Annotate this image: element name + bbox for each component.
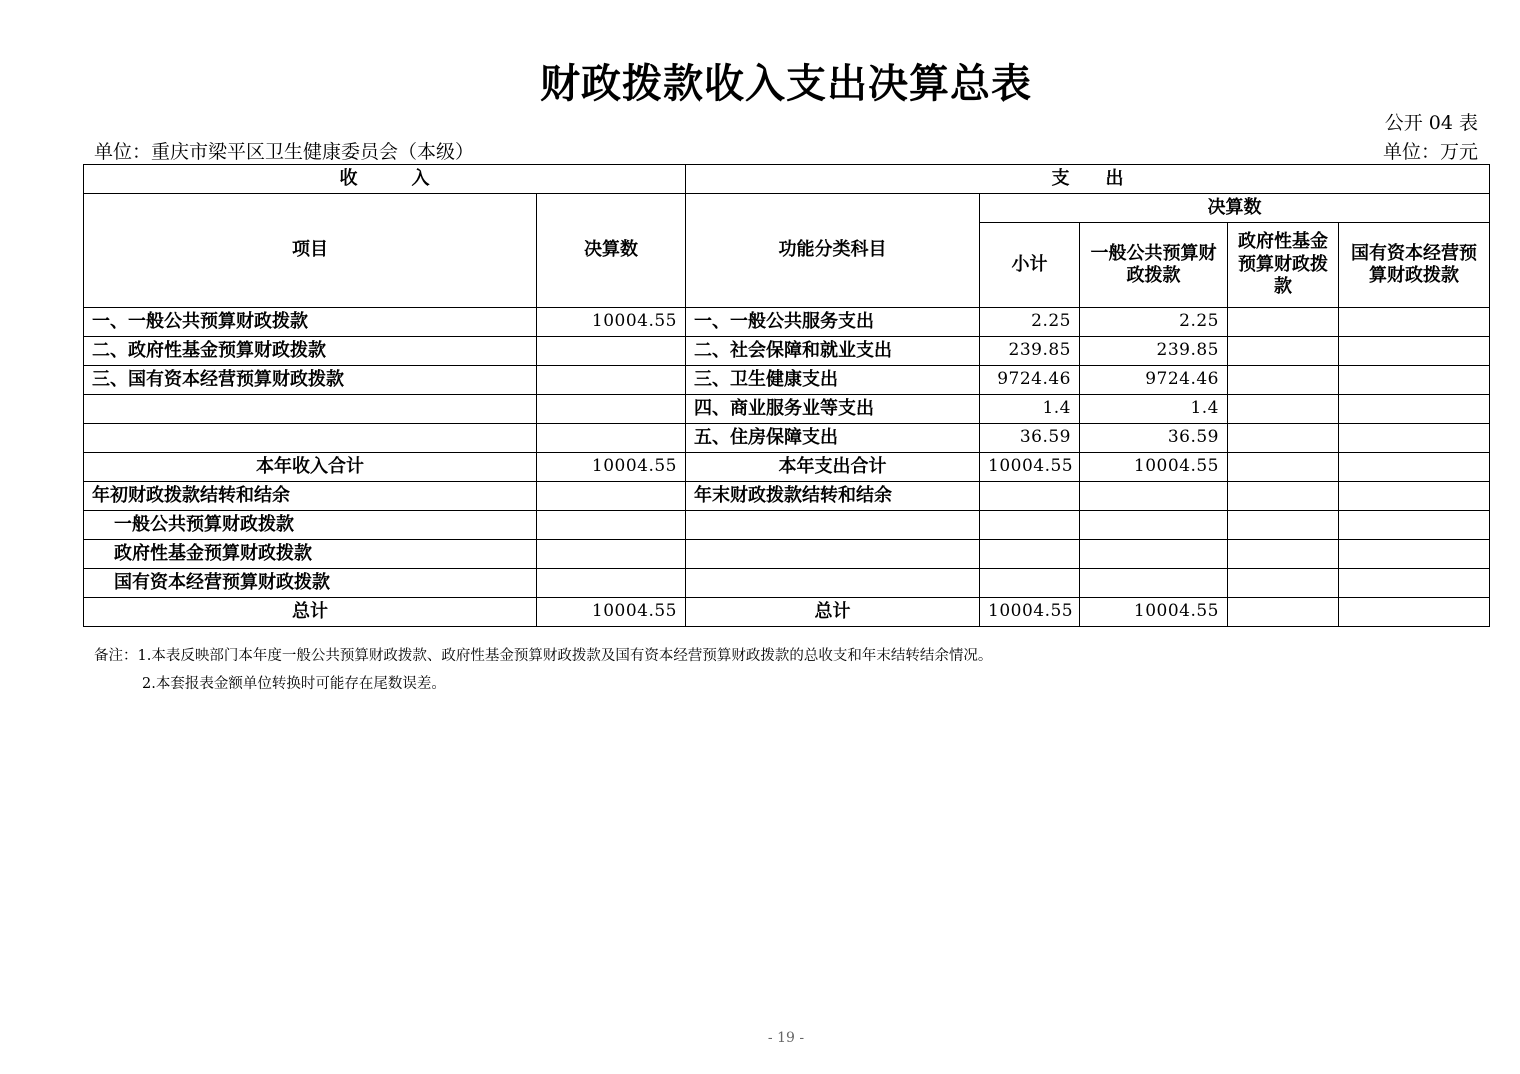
income-item: 政府性基金预算财政拨款 bbox=[84, 540, 537, 569]
expense-subtotal: 239.85 bbox=[980, 337, 1080, 366]
income-item bbox=[84, 395, 537, 424]
item-header: 项目 bbox=[84, 194, 537, 308]
expense-gov-fund bbox=[1228, 366, 1339, 395]
income-item: 三、国有资本经营预算财政拨款 bbox=[84, 366, 537, 395]
expense-subtotal: 10004.55 bbox=[980, 598, 1080, 627]
table-row bbox=[84, 366, 1490, 395]
header-row-1 bbox=[84, 165, 1490, 194]
footnote-1: 备注：1.本表反映部门本年度一般公共预算财政拨款、政府性基金预算财政拨款及国有资本经营预算财政拨款的总收支和年末结转结余情况。 bbox=[94, 648, 993, 664]
expense-gov-fund bbox=[1228, 308, 1339, 337]
income-item: 一、一般公共预算财政拨款 bbox=[84, 308, 537, 337]
expense-state-capital bbox=[1339, 482, 1490, 511]
expense-gov-fund bbox=[1228, 395, 1339, 424]
footnote-2: 2.本套报表金额单位转换时可能存在尾数误差。 bbox=[142, 676, 446, 692]
expense-item bbox=[686, 540, 980, 569]
expense-subtotal: 36.59 bbox=[980, 424, 1080, 453]
expense-gov-fund bbox=[1228, 569, 1339, 598]
expense-gov-fund bbox=[1228, 511, 1339, 540]
expense-gov-fund bbox=[1228, 424, 1339, 453]
grand-total-row bbox=[84, 598, 1490, 627]
expense-subtotal: 10004.55 bbox=[980, 453, 1080, 482]
expense-subtotal: 1.4 bbox=[980, 395, 1080, 424]
expense-state-capital bbox=[1339, 540, 1490, 569]
expense-gov-fund bbox=[1228, 337, 1339, 366]
expense-item: 年末财政拨款结转和结余 bbox=[686, 482, 980, 511]
expense-item bbox=[686, 569, 980, 598]
expense-general: 9724.46 bbox=[1080, 366, 1228, 395]
form-number: 公开 04 表 bbox=[1384, 112, 1478, 134]
expense-general: 10004.55 bbox=[1080, 598, 1228, 627]
page-number: - 19 - bbox=[767, 1030, 805, 1046]
settle-header: 决算数 bbox=[980, 194, 1490, 223]
expense-gov-fund bbox=[1228, 598, 1339, 627]
amount-header: 决算数 bbox=[537, 194, 686, 308]
table-row bbox=[84, 482, 1490, 511]
expense-general: 1.4 bbox=[1080, 395, 1228, 424]
income-header: 收 入 bbox=[84, 165, 686, 194]
income-item: 二、政府性基金预算财政拨款 bbox=[84, 337, 537, 366]
expense-general: 36.59 bbox=[1080, 424, 1228, 453]
income-amount bbox=[537, 424, 686, 453]
subtotal-header: 小计 bbox=[980, 223, 1080, 308]
expense-subtotal bbox=[980, 540, 1080, 569]
general-budget-header: 一般公共预算财政拨款 bbox=[1080, 223, 1228, 308]
income-amount bbox=[537, 395, 686, 424]
income-item: 本年收入合计 bbox=[84, 453, 537, 482]
table-row bbox=[84, 337, 1490, 366]
expense-subtotal: 2.25 bbox=[980, 308, 1080, 337]
expense-general: 10004.55 bbox=[1080, 453, 1228, 482]
income-item bbox=[84, 424, 537, 453]
income-item: 总计 bbox=[84, 598, 537, 627]
table-row bbox=[84, 395, 1490, 424]
expense-general bbox=[1080, 511, 1228, 540]
income-amount bbox=[537, 366, 686, 395]
expense-item bbox=[686, 511, 980, 540]
table-row bbox=[84, 511, 1490, 540]
expense-gov-fund bbox=[1228, 482, 1339, 511]
expense-gov-fund bbox=[1228, 453, 1339, 482]
expense-state-capital bbox=[1339, 598, 1490, 627]
expense-subtotal bbox=[980, 482, 1080, 511]
expense-subtotal bbox=[980, 569, 1080, 598]
expense-item: 一、一般公共服务支出 bbox=[686, 308, 980, 337]
reporting-unit: 单位：重庆市梁平区卫生健康委员会（本级） bbox=[94, 141, 475, 163]
expense-state-capital bbox=[1339, 453, 1490, 482]
expense-state-capital bbox=[1339, 395, 1490, 424]
expense-item: 本年支出合计 bbox=[686, 453, 980, 482]
expense-item: 总计 bbox=[686, 598, 980, 627]
expense-state-capital bbox=[1339, 366, 1490, 395]
expense-subtotal: 9724.46 bbox=[980, 366, 1080, 395]
budget-summary-table bbox=[83, 164, 1490, 627]
income-amount: 10004.55 bbox=[537, 598, 686, 627]
table-row bbox=[84, 308, 1490, 337]
income-amount bbox=[537, 569, 686, 598]
expense-general: 239.85 bbox=[1080, 337, 1228, 366]
page-title: 财政拨款收入支出决算总表 bbox=[540, 61, 1032, 107]
income-item: 国有资本经营预算财政拨款 bbox=[84, 569, 537, 598]
expense-state-capital bbox=[1339, 337, 1490, 366]
income-amount bbox=[537, 337, 686, 366]
expense-general bbox=[1080, 569, 1228, 598]
expense-item: 二、社会保障和就业支出 bbox=[686, 337, 980, 366]
gov-fund-header: 政府性基金预算财政拨款 bbox=[1228, 223, 1339, 308]
income-amount: 10004.55 bbox=[537, 453, 686, 482]
annual-total-row bbox=[84, 453, 1490, 482]
income-amount bbox=[537, 511, 686, 540]
expense-item: 五、住房保障支出 bbox=[686, 424, 980, 453]
expense-subtotal bbox=[980, 511, 1080, 540]
expense-general bbox=[1080, 540, 1228, 569]
expense-state-capital bbox=[1339, 511, 1490, 540]
table-row bbox=[84, 540, 1490, 569]
state-capital-header: 国有资本经营预算财政拨款 bbox=[1339, 223, 1490, 308]
income-item: 年初财政拨款结转和结余 bbox=[84, 482, 537, 511]
expense-state-capital bbox=[1339, 308, 1490, 337]
table-row bbox=[84, 424, 1490, 453]
expense-state-capital bbox=[1339, 424, 1490, 453]
expense-header: 支 出 bbox=[686, 165, 1490, 194]
expense-item: 三、卫生健康支出 bbox=[686, 366, 980, 395]
expense-item: 四、商业服务业等支出 bbox=[686, 395, 980, 424]
expense-gov-fund bbox=[1228, 540, 1339, 569]
income-amount: 10004.55 bbox=[537, 308, 686, 337]
func-subject-header: 功能分类科目 bbox=[686, 194, 980, 308]
table-row bbox=[84, 569, 1490, 598]
currency-unit: 单位：万元 bbox=[1382, 141, 1478, 163]
footnotes bbox=[94, 642, 992, 698]
income-item: 一般公共预算财政拨款 bbox=[84, 511, 537, 540]
header-row-2 bbox=[84, 194, 1490, 223]
expense-state-capital bbox=[1339, 569, 1490, 598]
income-amount bbox=[537, 540, 686, 569]
expense-general: 2.25 bbox=[1080, 308, 1228, 337]
expense-general bbox=[1080, 482, 1228, 511]
income-amount bbox=[537, 482, 686, 511]
